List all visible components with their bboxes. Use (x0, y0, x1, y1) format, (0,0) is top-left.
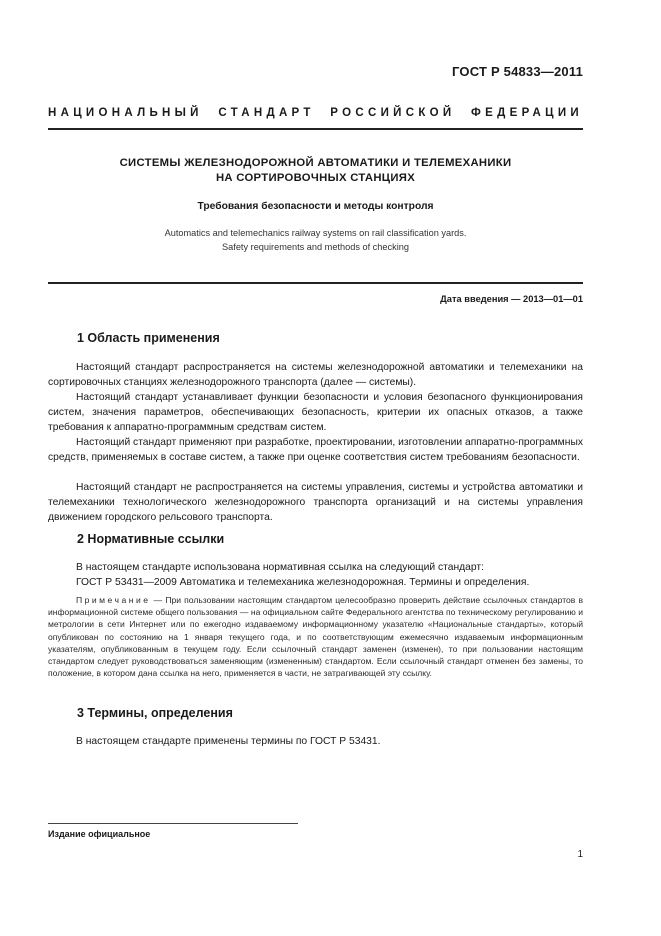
english-title-line-1: Automatics and telemechanics railway systems on rail classification yards. (164, 228, 467, 238)
title-line-1: СИСТЕМЫ ЖЕЛЕЗНОДОРОЖНОЙ АВТОМАТИКИ И ТЕЛЕМЕХАНИКИ (119, 157, 512, 169)
section-3-heading: 3 Термины, определения (77, 706, 233, 720)
section-2-heading: 2 Нормативные ссылки (77, 532, 225, 546)
standard-banner: НАЦИОНАЛЬНЫЙ СТАНДАРТ РОССИЙСКОЙ ФЕДЕРАЦИИ (48, 107, 583, 119)
section-2-paragraph: В настоящем стандарте использована нормативная ссылка на следующий стандарт: (76, 562, 484, 573)
title-line-2: НА СОРТИРОВОЧНЫХ СТАНЦИЯХ (215, 172, 416, 184)
edition-label: Издание официальное (48, 829, 151, 839)
footer-rule (48, 823, 298, 824)
banner-rule (48, 128, 583, 130)
section-1-paragraph: Настоящий стандарт применяют при разработке, проектировании, изготовлении аппаратно-программных средств, применяемых в составе систем, а также при оценке соответствия систем требованиям безопасности. (48, 437, 583, 464)
document-subtitle: Требования безопасности и методы контроля (197, 201, 434, 212)
note-label: Примечание (76, 595, 151, 605)
section-1-paragraph: Настоящий стандарт устанавливает функции безопасности и условия безопасного функционирования систем, значения параметров, обеспечивающих безопасность, критерии их опасных отказов, а также требования к аппаратно-программным средствам систем. (48, 392, 583, 434)
title-block-rule (48, 282, 583, 284)
page-number: 1 (577, 849, 583, 860)
section-1-heading: 1 Область применения (77, 331, 220, 345)
reference-note (48, 594, 583, 679)
section-1-paragraph: Настоящий стандарт не распространяется на системы управления, системы и устройства автоматики и телемеханики технологического железнодорожного транспорта организаций и на системы управления движением городского рельсового транспорта. (48, 482, 583, 524)
introduction-date: Дата введения — 2013—01—01 (440, 294, 583, 304)
section-3-paragraph: В настоящем стандарте применены термины по ГОСТ Р 53431. (76, 736, 381, 747)
english-title-line-2: Safety requirements and methods of checking (222, 241, 409, 252)
normative-reference: ГОСТ Р 53431—2009 Автоматика и телемеханика железнодорожная. Термины и определения. (76, 577, 530, 588)
document-code: ГОСТ Р 54833—2011 (452, 64, 583, 79)
section-1-paragraph: Настоящий стандарт распространяется на системы железнодорожной автоматики и телемеханики на сортировочных станциях железнодорожного транспорта (далее — системы). (48, 362, 583, 389)
note-text: — При пользовании настоящим стандартом целесообразно проверить действие ссылочных стандартов в информационной системе общего пользования — на официальном сайте Федерального агентства по техническому регулированию и метрологии в сети Интернет или по ежегодно издаваемому информационному указателю «Национальные стандарты», который опубликован по состоянию на 1 января текущего года, и по соответствующим ежемесячно издаваемым информационным указателям, опубликованным в текущем году. Если ссылочный стандарт заменен (изменен), то при пользовании настоящим стандартом следует руководствоваться заменяющим (измененным) стандартом. Если ссылочный стандарт отменен без замены, то положение, в котором дана ссылка на него, применяется в части, не затрагивающей эту ссылку. (48, 595, 583, 679)
english-title (48, 227, 583, 254)
document-title (48, 156, 583, 186)
